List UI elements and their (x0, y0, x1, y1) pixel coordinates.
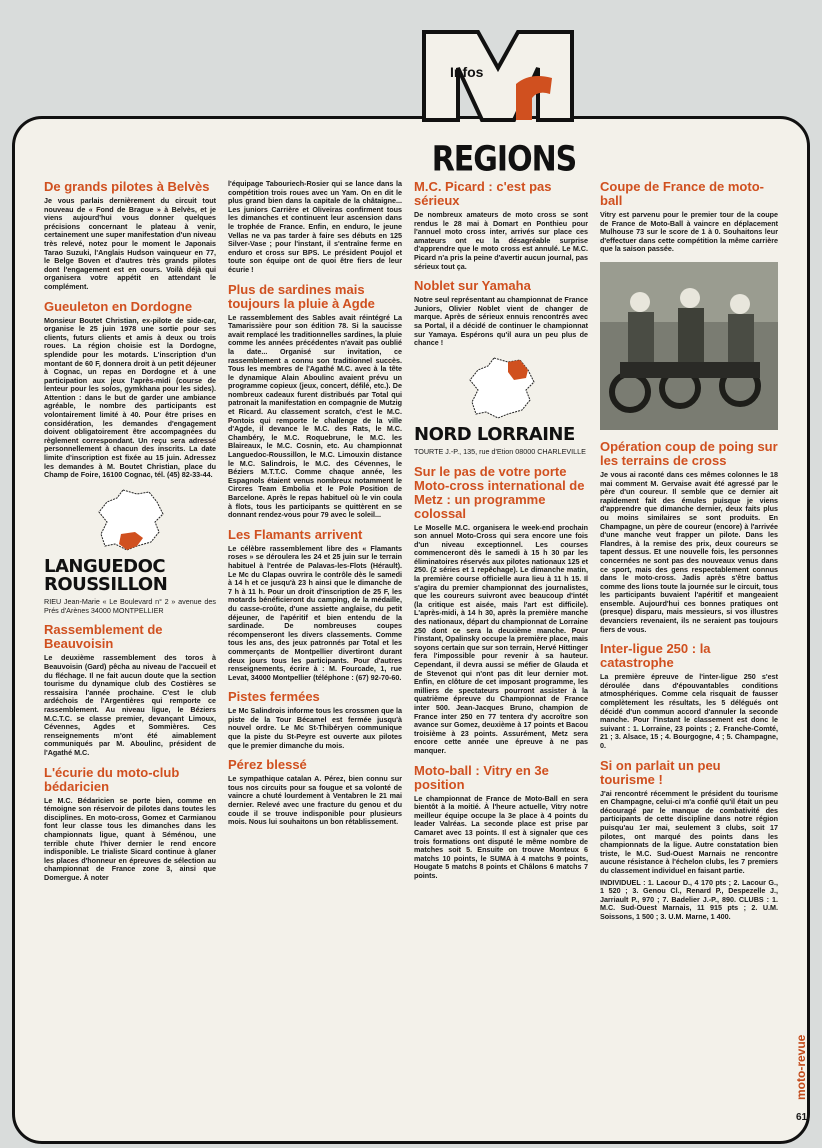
article-body: Je vous parlais dernièrement du circuit tout nouveau de « Fond de Brague » à Belvès, et je viens aujourd'hui vous donner quelques précisions concernant le plateau à venir, certainement une super manifestation d'un niveau très relevé, notez pour le moment le Japonais Tarao Suzuki, l'Anglais Hudson vainqueur en 77, le Belge Boven et d'autres très grands pilotes dont l'engagement est en cours. Voilà déjà qui organisera votre appétit en attendant le complément. (44, 196, 216, 291)
article-metz (414, 465, 588, 756)
france-map-languedoc (93, 488, 167, 552)
article-body: Le championnat de France de Moto-Ball en sera bientôt à la moitié. À l'heure actuelle, Vitry notre meilleur équipe occupe la 3e place à 4 points du leader Valréas. La seconde place est prise par Camaret avec 13 points. Il est à signaler que ces trois formations ont disputé le même nombre de matches soit 5. Ensuite on trouve Monteux 6 matchs 10 points, le SUMA à 4 matchs 9 points, Hougate 5 matchs 8 points et Châlons 6 matchs 7 points. (414, 793, 588, 880)
article-body: Le célèbre rassemblement libre des « Flamants roses » se déroulera les 24 et 25 juin sur le terrain habituel à l'entrée de Palavas-les-Flots (Hérault). Le Mc du Clapas ouvrira le contrôle dès le samedi à 14 h et ce jusqu'à 23 h ainsi que le dimanche de 7 h à 11 h. Pour un droit d'inscription de 25 F, les motards bénéficieront du camping, de la médaille, du casse-croûte, d'une assiette anglaise, du petit déjeuner, de l'apéritif et bien entendu de la sardinade. De nombreuses coupes récompenseront les divers classements. Comme tous les ans, des jeux patronnés par Total et les commerçants de Montpellier divertiront durant deux jours tous les participants. Pour d'autres renseignements, écrire à : M. Fourcade, 1, rue Levat, 34000 Montpellier (téléphone : (67) 92-70-60. (228, 543, 402, 682)
article-body: Monsieur Boutet Christian, ex-pilote de side-car, organise le 25 juin 1978 une sortie pour ses clients, futurs clients et amis à deux ou trois roues. La région choisie est la Dordogne, splendide pour les motards. L'inscription d'un montant de 60 F, donnera droit à un petit déjeuner à Cognac, un repas en Dordogne et à une participation aux jeux l'après-midi (course de lenteur pour les solos, gymkhana pour les sides). Attention : dans le but de garder une ambiance agréable, le nombre des participants est volontairement limité à 40. Pour être prises en considération, les demandes d'engagement doivent obligatoirement être accompagnées du règlement correspondant. Un reçu sera adressé personnellement à chacun des inscrits. La date limite d'inscription est fixée au 15 juin. Adressez les demandes à M. Boutet Christian, place du Champ de Foire, 16100 Cognac, tél. (45) 82-33-44. (44, 315, 216, 480)
article-results: INDIVIDUEL : 1. Lacour D., 4 170 pts ; 2. Lacour G., 1 520 ; 3. Genou Cl., Renard P., Despezelle J., Jarriault P., 970 ; 7. Badelier J.-P., 890. CLUBS : 1. M.C. Sud-Ouest Marnais, 11 915 pts ; 2. U.M. Soissons, 1 500 ; 3. U.M. Marne, 1 400. (600, 877, 778, 921)
column-4 (600, 180, 778, 930)
article-pistes (228, 690, 402, 750)
brand-vertical: moto-revue (794, 1034, 808, 1100)
france-map-nord-lorraine (464, 356, 538, 420)
article-title: L'écurie du moto-club bédaricien (44, 764, 180, 794)
article-body: J'ai rencontré récemment le président du tourisme en Champagne, celui-ci m'a confié qu'il était un peu découragé par le manque de combativité des participants de cette discipline dans notre région puisqu'au 1er mai, seulement 3 clubs, soit 17 pilotes, ont marqué des points dans les championnats de la ligue. Autre constatation bien triste, le M.C. Sud-Ouest Marnais ne rencontre aucune résistance à l'échelon clubs, les 7 premiers du classement individuel en faisant partie. (600, 788, 778, 875)
article-body: De nombreux amateurs de moto cross se sont rendus le 28 mai à Domart en Ponthieu pour l'annuel moto cross inter, arrivés sur place ces amateurs ont eu la désagréable surprise d'apprendre que le moto cross est annulé. Le M.C. Picard n'a pris la peine d'avertir aucun journal, pas sérieux tout ça. (414, 210, 588, 271)
article-noblet (414, 279, 588, 348)
article-continued (228, 180, 402, 275)
article-body: Le Moselle M.C. organisera le week-end prochain son annuel Moto-Cross qui sera encore une fois d'un niveau exceptionnel. Les courses commenceront dès le samedi à 15 h 30 par les éliminatoires réservés aux pilotes nationaux 125 et 250. (2 séries et 1 repêchage). Le dimanche matin, la première course officielle aura lieu à 11 h 15. Il s'agira du premier championnat des journalistes, que les coureurs suivront avec beaucoup d'intét (la critique est aisée, mais l'art est difficile). L'après-midi, à 14 h 30, après la première manche des nationaux, départ du championnat de Lorraine 250 dont ce sera la deuxième manche. Pour l'instant, Opalinsky occupe la première place, mais soyons certain que sur son terrain, Hervé Hittinger fera l'impossible pour revenir à sa hauteur. Cependant, il devra aussi se méfier de Glauda et de Stevenot qui n'ont pas dit leur dernier mot. Enfin, en clôture de cet imposant programme, les milliers de spectateurs pourront assister à la quatrième épreuve du Championnat de France inter 500. Jean-Jacques Bruno, champion de France inter 250 en 77 tentera d'y accroître son avance sur Gomez, deuxième à 17 points et Bacou troisième à 23 points. Assurément, Metz sera encore cette année une épreuve à ne pas manquer. (414, 522, 588, 755)
region-address: TOURTE J.-P., 135, rue d'Etion 08000 CHARLEVILLE (414, 446, 586, 456)
article-title: Sur le pas de votre porte Moto-cross international de Metz : un programme colossal (414, 463, 585, 521)
region-title: LANGUEDOC ROUSSILLON (44, 555, 168, 595)
page-number: 61 (796, 1112, 808, 1123)
article-title: Coupe de France de moto-ball (600, 179, 764, 208)
article-flamants (228, 528, 402, 683)
article-dordogne (44, 300, 216, 480)
article-body: Je vous ai raconté dans ces mêmes colonnes le 18 mai comment M. Gervaise avait été agressé par le père d'un coureur. Il semble que ce dernier ait rapidement fait des émules puisque je viens d'apprendre que dimanche dernier, deux faits plus ou moins similaires se sont produits. En Champagne, un père de coureur (encore) à l'arrivée d'une manche veut frapper un pilote. Dans les Flandres, à la remise des prix, deux coureurs se tapent dessus. Et une nouvelle fois, les personnes concernées ne sont pas des nouveaux venus dans ce sport, mais des gens respectablement connus dans le moto-cross. Jadis après s'être battus comme des lions toute la journée sur le circuit, tous les participants buvaient l'apéritif et mangeaient ensemble. Aujourd'hui ces bonnes pratiques ont (presque) disparu, mais messieurs, si vos illustres devanciers revenaient, ils ne seraient pas toujours fiers de vous. (600, 469, 778, 634)
article-tourisme (600, 759, 778, 922)
article-coupe-france (600, 180, 778, 254)
column-2 (228, 180, 402, 835)
article-title: Inter-ligue 250 : la catastrophe (600, 641, 711, 671)
article-perez (228, 758, 402, 827)
article-body: Le sympathique catalan A. Pérez, bien connu sur tous nos circuits pour sa fougue et sa volonté de vaincre a chuté lourdement à Ventabren le 21 mai dernier. Relevé avec une fracture du genou et du coude il se trouve indisponible pour plusieurs mois. Nous lui souhaitons un bon rétablissement. (228, 774, 402, 827)
logo-infos-text: Infos (450, 64, 484, 80)
region-address: RIEU Jean-Marie « Le Boulevard n° 2 » avenue des Prés d'Arènes 34000 MONTPELLIER (44, 596, 216, 615)
region-title: NORD LORRAINE (414, 423, 575, 445)
article-title: Noblet sur Yamaha (414, 278, 531, 294)
page-title: REGIONS (431, 139, 577, 180)
article-title: Si on parlait un peu tourisme ! (600, 757, 721, 787)
article-title: De grands pilotes à Belvès (44, 179, 210, 194)
article-body: Vitry est parvenu pour le premier tour de la coupe de France de Moto-Ball à vaincre en déplacement Mulhouse 73 sur le score de 1 à 0. Souhaitons leur d'effectuer dans cette compétition la même carrière que la saison passée. (600, 210, 778, 254)
article-title: M.C. Picard : c'est pas sérieux (414, 179, 552, 208)
article-body: l'équipage Tabouriech-Rosier qui se lance dans la compétition trois roues avec un Yam. On en dit le plus grand bien dans la capitale de la châtaigne... Les juniors Carrière et Oliveiras confirment tous les dimanches et continuent leur ascension dans le trophée de France. Enfin, en enduro, le jeune Vellas ne va pas tarder à faire ses débuts en 125 Silver-Vase ; pour l'instant, il s'entraîne ferme en enduro et cross sur BPS. Le président Poujol et toute son équipe ont de quoi être fiers de leur écurie ! (228, 179, 402, 274)
motorcycle-photo (600, 262, 778, 430)
article-body: La première épreuve de l'inter-ligue 250 s'est déroulée dans d'épouvantables conditions atmosphériques. Comme cela risquait de fausser complètement les résultats, les 5 délégués ont décidé d'un commun accord d'annuler la seconde manche. Pour l'instant le classement est donc le suivant : 1. Lorraine, 23 points ; 2. Franche-Comté, 21 ; 3. Alsace, 15 ; 4. Bourgogne, 4 ; 5. Champagne, 0. (600, 672, 778, 750)
article-belves (44, 180, 216, 292)
article-picard (414, 180, 588, 271)
article-title: Plus de sardines mais toujours la pluie à Agde (228, 281, 375, 311)
article-beauvoisin (44, 623, 216, 757)
article-agde (228, 283, 402, 520)
article-title: Rassemblement de Beauvoisin (44, 622, 163, 652)
motorcycle-riders-image (600, 262, 778, 430)
article-coup-de-poing (600, 440, 778, 634)
article-body: Le deuxième rassemblement des toros à Beauvoisin (Gard) pêcha au niveau de l'accueil et du fléchage. Il ne fait aucun doute que la section tourisme du dynamique club des Costières se ressaisira l'année prochaine. C'est le club ardéchois de l'Argentières qui remporte ce rassemblement. Au niveau ligue, le Béziers M.C.T.C. se classe premier, devançant Limoux, Cévennes, Agdes et Sommières. Ces renseignements m'ont été aimablement communiqués par M. Aboulinc, président de l'Agathé M.C. (44, 653, 216, 757)
article-body: Notre seul représentant au championnat de France Juniors, Olivier Noblet vient de changer de marque. Après de sérieux ennuis rencontrés avec sa Portal, il a décidé de continuer le championnat sur Yamaya. Espérons qu'il aura un peu plus de chance ! (414, 295, 588, 348)
article-motoball-vitry (414, 764, 588, 881)
article-title: Opération coup de poing sur les terrains de cross (600, 438, 778, 468)
article-title: Gueuleton en Dordogne (44, 298, 193, 314)
article-body: Le M.C. Bédaricien se porte bien, comme en témoigne son réservoir de pilotes dans toutes les disciplines. En moto-cross, Gomez et Carmianou font leur classe tous les dimanches dans les championnats ligue, quant à Séménou, une terrible chute l'hiver dernier le rend encore indisponible. Le trialiste Sicard continue à glaner les places d'honneur en épreuves de sélection au championnat de France zone 3, ainsi que Domergue. À noter (44, 795, 216, 882)
article-title: Moto-ball : Vitry en 3e position (414, 762, 549, 792)
article-body: Le Mc Salindrois informe tous les crossmen que la piste de la Tour Bécamel est fermée jusqu'à nouvel ordre. Le Mc St-Thibéryen communique que la piste du St-Peyre est ouverte aux pilotes que le premier dimanche du mois. (228, 706, 402, 750)
article-title: Les Flamants arrivent (228, 526, 363, 542)
column-1 (44, 180, 216, 890)
column-3 (414, 180, 588, 888)
article-body: Le rassemblement des Sables avait réintégré La Tamarissière pour son édition 78. Si la saucisse avait remplacé les traditionnelles sardines, la pluie comme les années précédentes n'avait pas oublié la date... Organisé sur invitation, ce rassemblement a connu son traditionnel succès. Tous les membres de l'Agathé M.C. avec à la tête le dynamique Alain Aboulinc avaient prévu un programme copieux (jeux, concert, défilé, etc.). De nombreux cadeaux furent distribués par Total qui patronait la manifestation en compagnie de Mutzig et Ricard. Au classement scratch, c'est le M.C. Pontois qui remporte le challenge de la ville d'Agde, il devance le M.C. des Rats, le M.C. Chambéry, le M.C. Roquebrune, le M.C. les Blaireaux, le M.C. Cosnin, etc. Au championnat Languedoc-Roussillon, le M.C. Limouxin distance le M.C. Salindrois, le M.C. des Cévennes, le Béziers M.T.T.C. Comme chaque année, les Espagnols étaient venus nombreux notamment le Circres Team Embolia et le Pole Position de Barcelone. Après le repas habituel où le vin coula à flots, tous les participants se quittèrent en se donnant rendez-vous pour 79 avec le soleil... (228, 312, 402, 520)
article-title: Pistes fermées (228, 689, 320, 705)
article-bedaricien (44, 766, 216, 883)
article-inter-ligue (600, 642, 778, 750)
article-title: Pérez blessé (228, 757, 307, 773)
